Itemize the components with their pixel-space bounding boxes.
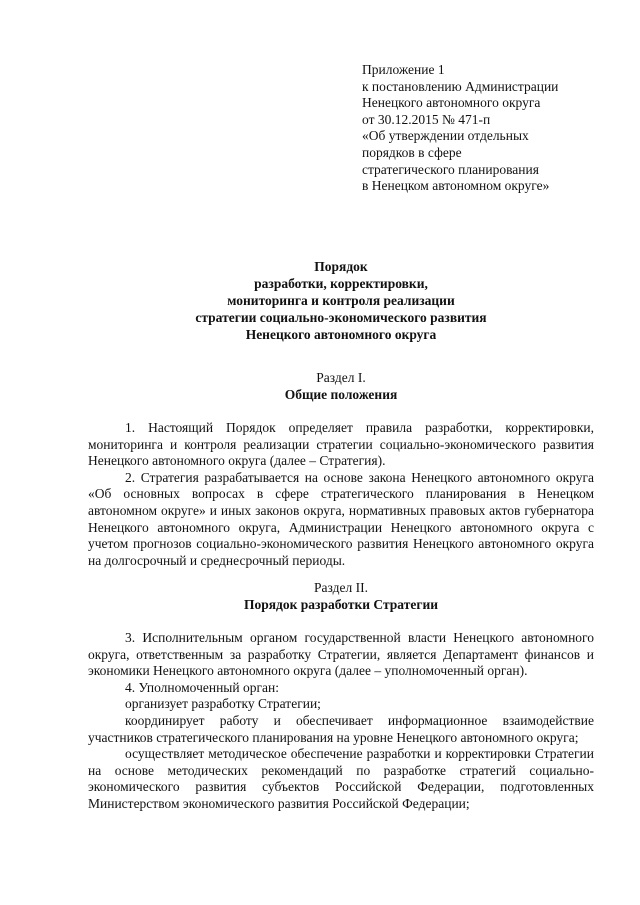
title-line: Ненецкого автономного округа (245, 327, 437, 342)
appendix-line: Приложение 1 (362, 62, 445, 77)
section-2-body (88, 630, 594, 813)
title-line: разработки, корректировки, (254, 276, 428, 291)
title-line: мониторинга и контроля реализации (227, 293, 455, 308)
paragraph: 4. Уполномоченный орган: (125, 679, 279, 695)
title-line: Порядок (314, 259, 368, 274)
appendix-line: стратегического планирования (362, 161, 539, 177)
appendix-line: к постановлению Администрации (362, 78, 559, 94)
appendix-line: в Ненецком автономном округе» (362, 178, 550, 194)
paragraph: 2. Стратегия разрабатывается на основе закона Ненецкого автономного округа «Об основных вопросах в сфере стратегического планирования в Ненецком автономном округе» и иных законов округа, нормативных правовых актов губернатора Ненецкого автономного округа, Администрации Ненецкого автономного округа с учетом прогнозов социально-экономического развития Ненецкого автономного округа на долгосрочный и среднесрочный периоды. (88, 469, 594, 568)
paragraph: осуществляет методическое обеспечение разработки и корректировки Стратегии на основе методических рекомендаций по разработке стратегий социально-экономического развития субъектов Российской Федерации, подготовленных Министерством экономического развития Российской Федерации; (88, 746, 594, 811)
appendix-line: Ненецкого автономного округа (362, 95, 541, 111)
section-1-body (88, 420, 594, 569)
paragraph: организует разработку Стратегии; (125, 696, 321, 712)
section-1-number: Раздел I. (316, 370, 366, 385)
paragraph: координирует работу и обеспечивает информационное взаимодействие участников стратегического планирования на уровне Ненецкого автономного округа; (88, 712, 594, 745)
appendix-header (362, 62, 558, 195)
section-2-name: Порядок разработки Стратегии (243, 597, 439, 612)
section-1-heading (88, 369, 594, 403)
paragraph: 1. Настоящий Порядок определяет правила разработки, корректировки, мониторинга и контроля реализации стратегии социально-экономического развития Ненецкого автономного округа (далее – Стратегия). (88, 420, 594, 469)
section-2-number: Раздел II. (314, 580, 368, 595)
paragraph: 3. Исполнительным органом государственной власти Ненецкого автономного округа, ответственным за разработку Стратегии, является Департамент финансов и экономики Ненецкого автономного округа (далее – уполномоченный орган). (88, 630, 594, 679)
appendix-line: от 30.12.2015 № 471-п (362, 111, 491, 127)
appendix-line: «Об утверждении отдельных (362, 128, 529, 144)
section-1-name: Общие положения (284, 387, 398, 402)
document-title (88, 258, 594, 343)
appendix-line: порядков в сфере (362, 144, 462, 160)
title-line: стратегии социально-экономического развития (195, 310, 487, 325)
section-2-heading (88, 579, 594, 613)
